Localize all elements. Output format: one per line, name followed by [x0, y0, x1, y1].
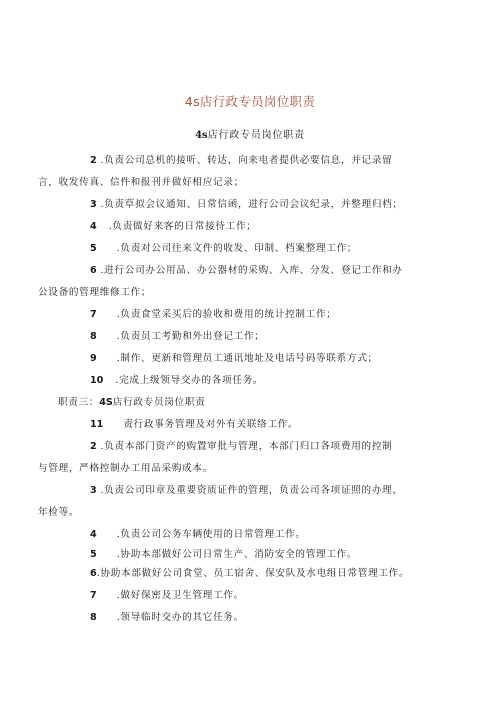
- duty-item-s1-5: 5 .负责对公司往来文件的收发、印制、档案整理工作；: [90, 243, 358, 254]
- duty-item-s1-6: 6 .进行公司办公用品、办公器材的采购、入库、分发、登记工作和办: [90, 265, 403, 276]
- duty-item-s1-4: 4 .负责做好来客的日常接待工作；: [90, 221, 257, 232]
- duty-item-s2-5: 5 .协助本部做好公司日常生产、消防安全的管理工作。: [90, 549, 358, 560]
- duty-item-s1-2: 2 .负责公司总机的接听、转达，向来电者提供必要信息，并记录留: [90, 155, 393, 166]
- section-heading-duty-three: 职责三：4S店行政专员岗位职责: [58, 397, 206, 408]
- duty-item-s1-10: 10 .完成上级领导交办的各项任务。: [90, 375, 264, 386]
- duty-item-s2-7: 7 .做好保密及卫生管理工作。: [90, 590, 244, 601]
- duty-item-s1-9: 9 .制作、更新和管理员工通讯地址及电话号码等联系方式；: [90, 353, 378, 364]
- page-title: 4s店行政专员岗位职责: [184, 94, 316, 109]
- duty-item-s2-3: 3 .负责公司印章及重要资质证件的管理，负责公司各项证照的办理、: [90, 485, 403, 496]
- duty-item-s2-4: 4 .负责公司公务车辆使用的日常管理工作。: [90, 529, 306, 540]
- duty-item-s1-7: 7 .负责食堂采买后的验收和费用的统计控制工作；: [90, 309, 337, 320]
- duty-item-s1-8: 8 .负责员工考勤和外出登记工作；: [90, 331, 265, 342]
- duty-item-s1-2-cont: 言，收发传真、信件和报刊并做好相应记录；: [38, 177, 244, 188]
- duty-item-s2-11: 11 责行政事务管理及对外有关联络工作。: [90, 419, 299, 430]
- duty-item-s2-2: 2 .负责本部门资产的购置审批与管理，本部门归口各项费用的控制: [90, 441, 393, 452]
- section-title-prefix: 4s: [195, 130, 208, 141]
- duty-item-s2-8: 8 .领导临时交办的其它任务。: [90, 612, 244, 623]
- duty-item-s2-3-cont: 年检等。: [38, 507, 80, 518]
- duty-item-s1-6-cont: 公设备的管理维修工作；: [38, 287, 152, 298]
- duty-item-s1-3: 3 .负责草拟会议通知、日常信函，进行公司会议纪录，并整理归档；: [90, 199, 403, 210]
- duty-item-s2-6: 6.协助本部做好公司食堂、员工宿舍、保安队及水电组日常管理工作。: [90, 568, 410, 579]
- duty-item-s2-2-cont: 与管理，严格控制办工用品采购成本。: [38, 463, 213, 474]
- section-title: [0, 126, 500, 141]
- section-title-rest: 店行政专员岗位职责: [207, 130, 305, 141]
- document-body: [38, 150, 442, 629]
